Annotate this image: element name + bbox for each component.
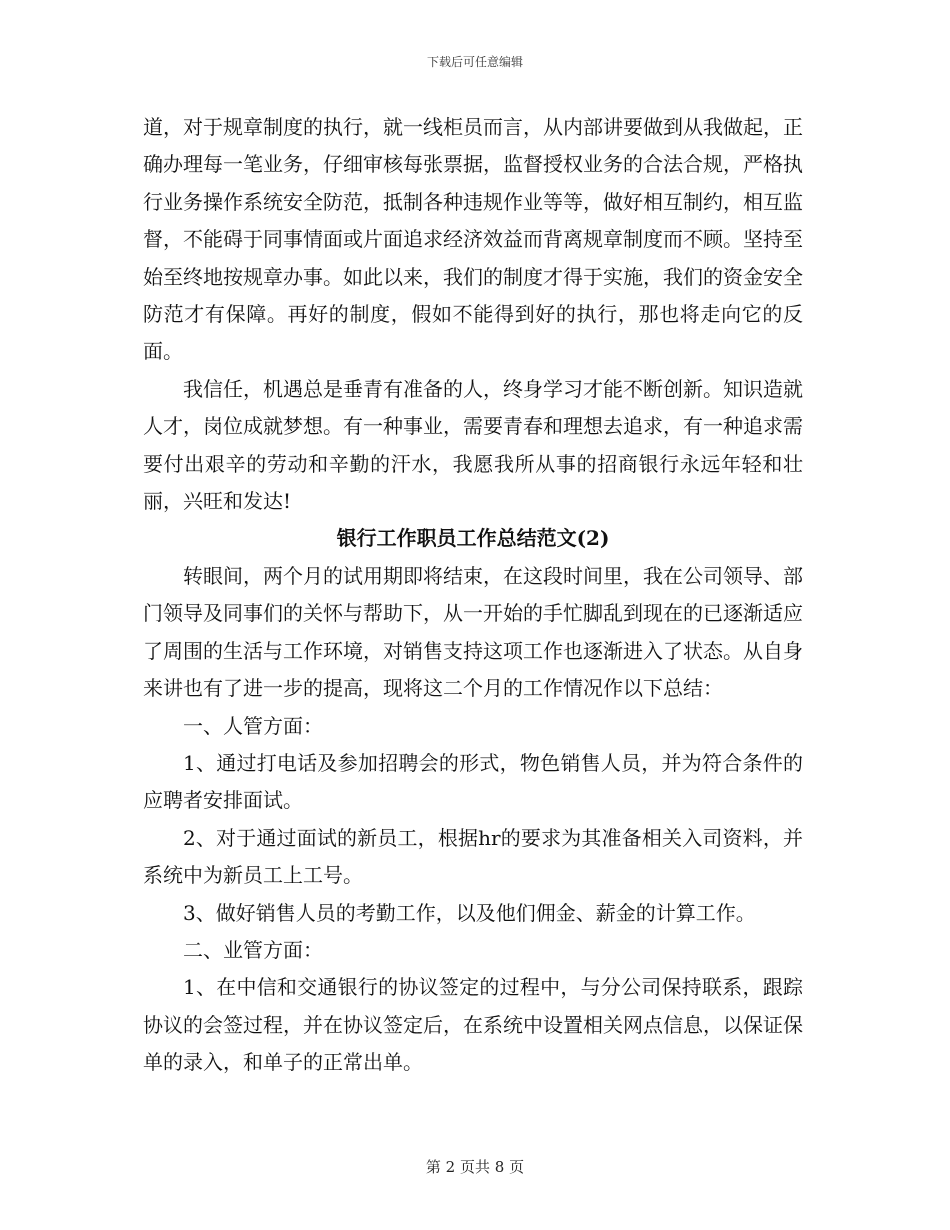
section-title: 银行工作职员工作总结范文(2) (336, 526, 610, 551)
list-item-recruitment: 1、通过打电话及参加招聘会的形式，物色销售人员，并为符合条件的应聘者安排面试。 (143, 750, 803, 813)
list-item-agreements: 1、在中信和交通银行的协议签定的过程中，与分公司保持联系，跟踪协议的会签过程，并在协议签定后，在系统中设置相关网点信息，以保证保单的录入，和单子的正常出单。 (143, 975, 803, 1075)
list-item-attendance: 3、做好销售人员的考勤工作，以及他们佣金、薪金的计算工作。 (183, 900, 756, 925)
list-item-onboarding: 2、对于通过面试的新员工，根据hr的要求为其准备相关入司资料，并系统中为新员工上工号。 (143, 825, 803, 888)
section-intro-paragraph: 转眼间，两个月的试用期即将结束，在这段时间里，我在公司领导、部门领导及同事们的关怀与帮助下，从一开始的手忙脚乱到现在的已逐渐适应了周围的生活与工作环境，对销售支持这项工作也逐渐进入了状态。从自身来讲也有了进一步的提高，现将这二个月的工作情况作以下总结： (143, 563, 803, 701)
page-footer: 第 2 页共 8 页 (425, 1158, 525, 1176)
section-heading-business: 二、业管方面： (183, 937, 323, 962)
page-header: 下载后可任意编辑 (426, 55, 523, 69)
section-heading-personnel: 一、人管方面： (183, 713, 323, 738)
document-body (143, 109, 803, 1082)
paragraph-closing: 我信任，机遇总是垂青有准备的人，终身学习才能不断创新。知识造就人才，岗位成就梦想。有一种事业，需要青春和理想去追求，有一种追求需要付出艰辛的劳动和辛勤的汗水，我愿我所从事的招商银行永远年轻和壮丽，兴旺和发达! (143, 376, 803, 514)
paragraph-continuation: 道，对于规章制度的执行，就一线柜员而言，从内部讲要做到从我做起，正确办理每一笔业务，仔细审核每张票据，监督授权业务的合法合规，严格执行业务操作系统安全防范，抵制各种违规作业等等，做好相互制约，相互监督，不能碍于同事情面或片面追求经济效益而背离规章制度而不顾。坚持至始至终地按规章办事。如此以来，我们的制度才得于实施，我们的资金安全防范才有保障。再好的制度，假如不能得到好的执行，那也将走向它的反面。 (143, 115, 803, 364)
